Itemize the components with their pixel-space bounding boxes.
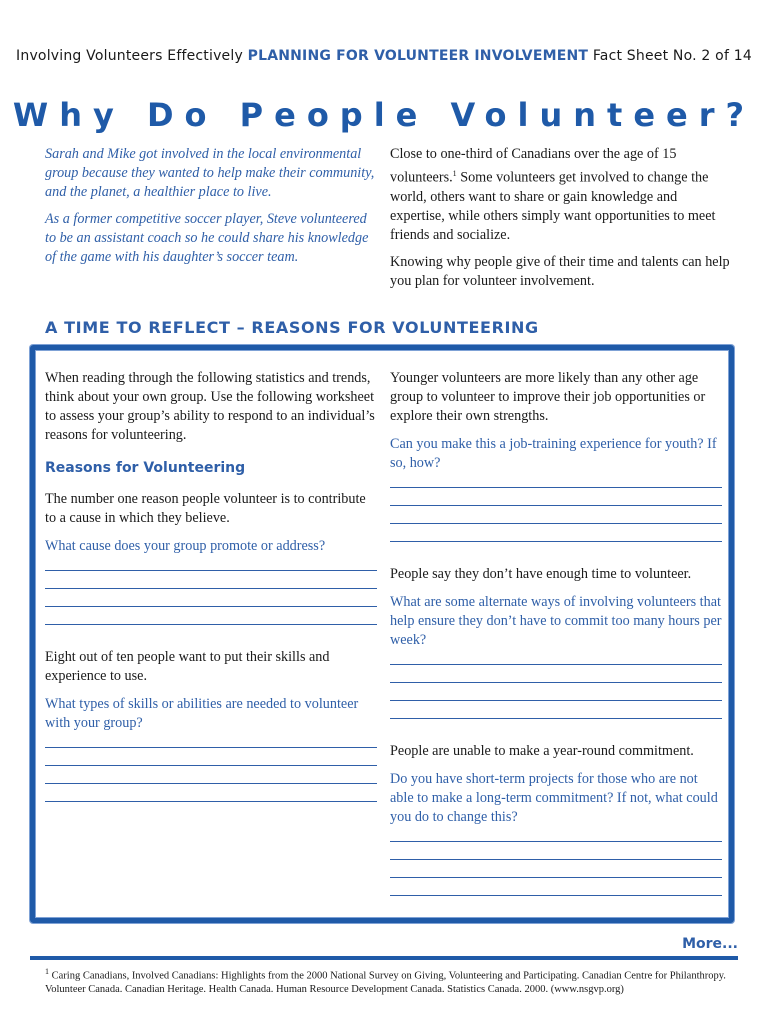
sheet-number: Fact Sheet No. 2 of 14 [592, 48, 752, 64]
footnote [45, 965, 735, 996]
bottom-divider [30, 956, 738, 960]
statement-youth: Younger volunteers are more likely than any other age group to volunteer to improve their job opportunities or explore their own strengths. [390, 370, 706, 424]
intro-stories [45, 145, 377, 275]
answer-lines-commitment [390, 841, 722, 896]
worksheet-right-column [390, 369, 722, 913]
topic-name: PLANNING FOR VOLUNTEER INVOLVEMENT [247, 48, 589, 64]
statement-cause: The number one reason people volunteer is to contribute to a cause in which they believe. [45, 491, 366, 526]
answer-line[interactable] [390, 841, 722, 842]
answer-line[interactable] [390, 487, 722, 488]
intro-text [390, 145, 730, 299]
answer-line[interactable] [390, 541, 722, 542]
answer-line[interactable] [390, 682, 722, 683]
answer-line[interactable] [45, 606, 377, 607]
intro-p1-start: Close to one-third of Canadians over the age of 15 volunteers. [390, 146, 677, 186]
answer-line[interactable] [390, 859, 722, 860]
answer-line[interactable] [390, 700, 722, 701]
question-commitment: Do you have short-term projects for those who are not able to make a long-term commitment? If not, what could you do to change this? [390, 771, 718, 825]
answer-line[interactable] [390, 664, 722, 665]
footnote-number: 1 [45, 967, 49, 976]
answer-line[interactable] [390, 877, 722, 878]
answer-lines-skills [45, 747, 377, 802]
answer-line[interactable] [45, 783, 377, 784]
footnote-text: Caring Canadians, Involved Canadians: Highlights from the 2000 National Survey on Giving, Volunteering and Participating. Canadian Centre for Philanthropy. Volunteer Canada. Canadian Heritage. Health Canada. Human Resource Development Canada. Statistics Canada. 2000. (www.nsgvp.org) [45, 970, 726, 995]
answer-line[interactable] [45, 747, 377, 748]
answer-lines-youth [390, 487, 722, 542]
intro-p1-end: Some volunteers get involved to change the world, others want to share or gain knowledge and expertise, while others simply want opportunities to meet friends and socialize. [390, 169, 716, 243]
statement-time: People say they don’t have enough time to volunteer. [390, 566, 692, 582]
question-youth: Can you make this a job-training experience for youth? If so, how? [390, 436, 717, 471]
question-cause: What cause does your group promote or address? [45, 538, 326, 554]
question-time: What are some alternate ways of involving volunteers that help ensure they don’t have to commit too many hours per week? [390, 594, 722, 648]
series-name: Involving Volunteers Effectively [16, 48, 243, 64]
story-sarah-mike: Sarah and Mike got involved in the local environmental group because they wanted to help make their community, and the planet, a healthier place to live. [45, 146, 375, 200]
answer-line[interactable] [45, 624, 377, 625]
answer-line[interactable] [45, 765, 377, 766]
story-steve: As a former competitive soccer player, Steve volunteered to be an assistant coach so he could share his knowledge of the game with his daughter’s soccer team. [45, 211, 369, 265]
answer-line[interactable] [390, 523, 722, 524]
answer-line[interactable] [390, 895, 722, 896]
answer-line[interactable] [390, 505, 722, 506]
worksheet-intro: When reading through the following statistics and trends, think about your own group. Use the following worksheet to assess your group’s ability to respond to an individual’s reasons for volunteering. [45, 370, 375, 443]
fact-sheet-header [0, 48, 768, 64]
statement-commitment: People are unable to make a year-round commitment. [390, 743, 694, 759]
intro-paragraph-2: Knowing why people give of their time and talents can help you plan for volunteer involvement. [390, 253, 730, 289]
answer-lines-cause [45, 570, 377, 625]
footnote-ref: 1 [452, 169, 457, 178]
answer-line[interactable] [45, 588, 377, 589]
intro-paragraph-1 [390, 145, 730, 245]
statement-skills: Eight out of ten people want to put their skills and experience to use. [45, 649, 330, 684]
answer-line[interactable] [45, 801, 377, 802]
section-heading: A TIME TO REFLECT – REASONS FOR VOLUNTEERING [45, 318, 539, 337]
page-title: Why Do People Volunteer? [12, 96, 756, 134]
worksheet-left-column [45, 369, 377, 819]
answer-lines-time [390, 664, 722, 719]
question-skills: What types of skills or abilities are needed to volunteer with your group? [45, 696, 359, 731]
answer-line[interactable] [390, 718, 722, 719]
answer-line[interactable] [45, 570, 377, 571]
worksheet-subheading: Reasons for Volunteering [45, 460, 246, 476]
more-link[interactable]: More... [682, 936, 738, 952]
